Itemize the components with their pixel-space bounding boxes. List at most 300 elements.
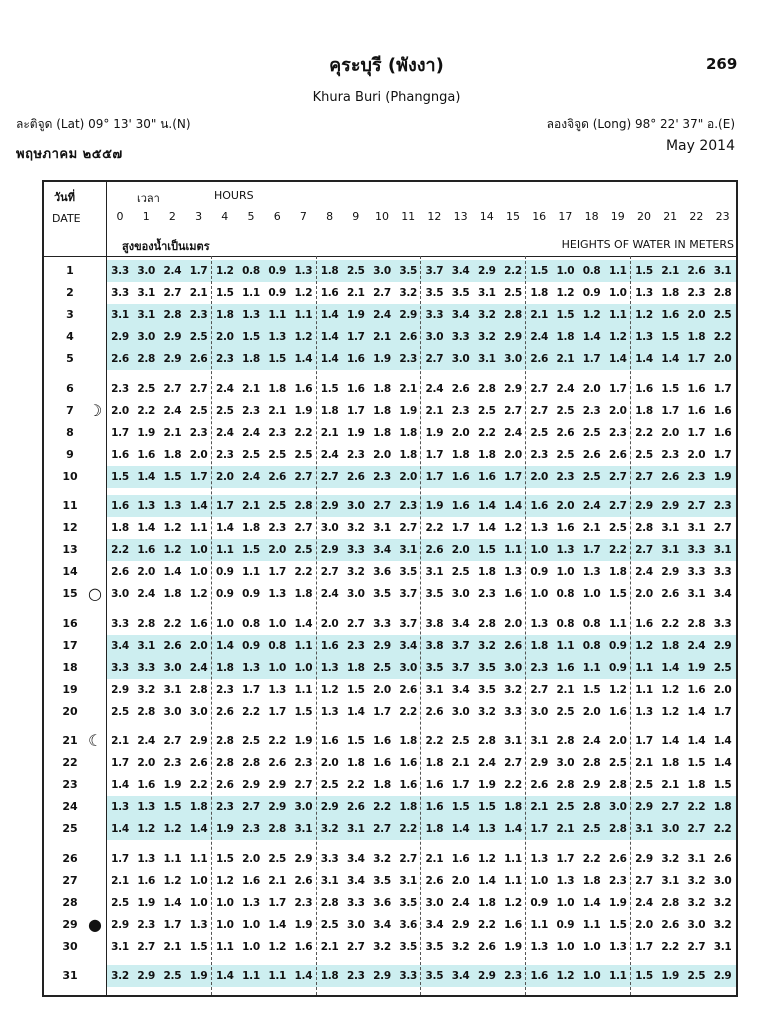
height-cell: 2.5: [111, 896, 129, 909]
height-cell: 0.9: [530, 896, 549, 909]
date-cell: 29: [62, 917, 78, 931]
height-cell: 1.1: [504, 544, 522, 557]
height-cell: 1.7: [582, 353, 601, 366]
height-cell: 1.4: [582, 896, 601, 909]
hour-header: 15: [506, 210, 520, 223]
height-cell: 2.9: [320, 801, 339, 814]
height-cell: 1.3: [556, 544, 575, 557]
height-cell: 1.8: [504, 801, 522, 814]
height-cell: 1.2: [504, 896, 522, 909]
height-cell: 2.0: [635, 918, 653, 931]
height-cell: 3.2: [399, 287, 418, 300]
height-cell: 2.1: [346, 287, 365, 300]
height-cell: 2.0: [556, 500, 575, 512]
height-cell: 1.0: [215, 918, 234, 931]
height-cell: 2.9: [320, 500, 339, 512]
height-cell: 0.9: [268, 287, 287, 300]
height-cell: 2.6: [111, 353, 129, 366]
height-cell: 3.4: [373, 918, 391, 931]
height-cell: 2.8: [189, 683, 208, 696]
height-cell: 2.3: [189, 426, 208, 439]
height-cell: 1.4: [137, 522, 156, 535]
height-cell: 3.0: [504, 661, 522, 674]
height-cell: 1.3: [608, 940, 627, 953]
height-cell: 1.1: [189, 522, 208, 535]
height-cell: 2.3: [346, 448, 365, 461]
height-cell: 1.6: [320, 639, 339, 652]
height-cell: 1.9: [425, 426, 444, 439]
height-cell: 2.5: [373, 661, 391, 674]
height-cell: 2.5: [320, 918, 339, 931]
height-cell: 2.0: [451, 426, 470, 439]
height-cell: 2.6: [346, 801, 365, 814]
height-cell: 0.8: [582, 265, 601, 277]
height-cell: 1.7: [635, 940, 653, 953]
height-cell: 1.0: [582, 940, 601, 953]
table-row: [44, 635, 736, 657]
height-cell: 1.4: [189, 500, 208, 512]
height-cell: 3.3: [451, 331, 470, 344]
block-separator: [525, 256, 526, 995]
height-cell: 1.8: [163, 588, 182, 601]
height-cell: 3.2: [504, 683, 522, 696]
height-cell: 1.9: [215, 823, 234, 836]
table-row: [44, 378, 736, 400]
height-cell: 0.9: [556, 918, 575, 931]
height-cell: 2.5: [556, 404, 575, 417]
height-cell: 1.0: [189, 896, 208, 909]
height-cell: 1.1: [635, 661, 653, 674]
height-cell: 3.1: [346, 823, 365, 836]
height-cell: 1.5: [556, 309, 575, 322]
height-cell: 1.3: [504, 566, 522, 579]
height-cell: 1.6: [111, 500, 129, 512]
height-cell: 2.5: [111, 705, 129, 718]
height-cell: 3.1: [111, 940, 129, 953]
height-cell: 3.3: [504, 705, 522, 718]
date-cell: 26: [62, 851, 78, 865]
height-cell: 1.4: [111, 823, 129, 836]
height-cell: 1.8: [582, 874, 601, 887]
height-cell: 2.4: [582, 735, 601, 747]
height-cell: 2.9: [661, 566, 680, 579]
height-cell: 1.1: [504, 874, 522, 887]
height-cell: 3.0: [163, 661, 182, 674]
height-cell: 1.4: [189, 823, 208, 836]
height-cell: 1.0: [608, 287, 627, 300]
height-cell: 1.9: [608, 896, 627, 909]
height-cell: 1.2: [582, 309, 601, 322]
height-cell: 3.1: [661, 522, 680, 535]
height-cell: 1.3: [137, 801, 156, 814]
height-cell: 1.6: [425, 801, 444, 814]
height-cell: 2.7: [373, 287, 391, 300]
height-cell: 2.6: [425, 874, 444, 887]
height-cell: 2.1: [320, 940, 339, 953]
height-cell: 1.4: [111, 779, 129, 792]
height-cell: 2.7: [346, 940, 365, 953]
height-cell: 2.8: [268, 823, 287, 836]
height-cell: 1.4: [713, 757, 732, 770]
height-cell: 2.4: [242, 470, 260, 483]
height-cell: 1.6: [530, 500, 549, 512]
height-cell: 1.7: [346, 331, 365, 344]
height-cell: 2.0: [451, 544, 470, 557]
height-cell: 3.1: [687, 852, 706, 865]
height-cell: 2.8: [608, 823, 627, 836]
date-cell: 17: [62, 638, 78, 652]
height-cell: 1.4: [215, 970, 234, 982]
height-cell: 1.8: [346, 757, 365, 770]
date-cell: 8: [66, 425, 74, 439]
height-cell: 1.5: [163, 470, 182, 483]
height-cell: 2.1: [451, 757, 470, 770]
height-cell: 2.2: [687, 801, 706, 814]
height-cell: 2.0: [504, 617, 522, 630]
height-cell: 1.5: [713, 779, 732, 792]
height-cell: 2.2: [163, 617, 182, 630]
date-cell: 30: [62, 939, 78, 953]
height-cell: 1.7: [451, 779, 470, 792]
height-cell: 2.0: [373, 448, 391, 461]
height-cell: 1.8: [530, 287, 549, 300]
height-cell: 3.1: [137, 309, 156, 322]
height-cell: 1.4: [346, 705, 365, 718]
height-cell: 2.9: [661, 500, 680, 512]
height-cell: 3.8: [425, 639, 444, 652]
height-cell: 2.3: [608, 874, 627, 887]
height-cell: 2.5: [320, 779, 339, 792]
height-cell: 2.9: [635, 801, 653, 814]
block-separator: [316, 256, 317, 995]
height-cell: 0.8: [556, 617, 575, 630]
height-cell: 1.4: [661, 661, 680, 674]
height-cell: 2.3: [556, 470, 575, 483]
height-cell: 1.4: [687, 705, 706, 718]
height-cell: 0.9: [215, 566, 234, 579]
table-row: [44, 796, 736, 818]
height-cell: 2.6: [399, 683, 418, 696]
height-cell: 1.0: [582, 970, 601, 982]
height-cell: 2.0: [215, 470, 234, 483]
height-cell: 1.8: [713, 801, 732, 814]
hour-header: 7: [299, 210, 307, 223]
hour-header: 22: [689, 210, 704, 223]
height-cell: 1.7: [425, 470, 444, 483]
height-cell: 0.9: [608, 661, 627, 674]
date-cell: 25: [62, 822, 78, 836]
height-cell: 1.5: [111, 470, 129, 483]
height-cell: 1.1: [608, 617, 627, 630]
height-cell: 2.4: [556, 382, 575, 395]
height-cell: 1.9: [163, 779, 182, 792]
height-cell: 1.9: [294, 404, 313, 417]
height-cell: 2.1: [556, 683, 575, 696]
height-cell: 2.3: [215, 801, 234, 814]
longitude: ลองจิจูด (Long) 98° 22' 37" อ.(E): [546, 117, 735, 131]
height-cell: 1.8: [373, 404, 391, 417]
height-cell: 1.7: [268, 705, 287, 718]
height-cell: 1.4: [661, 735, 680, 747]
height-cell: 2.0: [215, 331, 234, 344]
height-cell: 3.5: [477, 683, 496, 696]
height-cell: 3.1: [477, 287, 496, 300]
height-cell: 2.8: [137, 617, 156, 630]
height-cell: 2.9: [137, 970, 156, 982]
height-cell: 2.5: [635, 448, 653, 461]
height-cell: 2.4: [137, 588, 156, 601]
height-cell: 2.3: [242, 404, 260, 417]
height-cell: 1.3: [242, 661, 260, 674]
height-cell: 1.3: [530, 522, 549, 535]
height-cell: 1.6: [556, 522, 575, 535]
height-cell: 1.5: [346, 735, 365, 747]
height-cell: 2.3: [242, 823, 260, 836]
height-cell: 2.7: [713, 522, 732, 535]
height-cell: 3.4: [425, 918, 444, 931]
height-cell: 1.4: [320, 309, 339, 322]
height-cell: 2.3: [530, 448, 549, 461]
height-cell: 1.8: [687, 331, 706, 344]
height-cell: 2.4: [687, 639, 706, 652]
height-cell: 2.1: [373, 331, 391, 344]
height-cell: 1.0: [530, 874, 549, 887]
height-cell: 3.0: [346, 588, 365, 601]
height-cell: 1.4: [294, 617, 313, 630]
height-cell: 3.0: [346, 918, 365, 931]
height-cell: 2.7: [294, 779, 313, 792]
height-cell: 1.8: [477, 448, 496, 461]
height-cell: 2.4: [373, 309, 391, 322]
height-cell: 2.5: [635, 779, 653, 792]
height-cell: 1.5: [189, 940, 208, 953]
height-cell: 2.3: [399, 500, 418, 512]
height-cell: 3.0: [504, 353, 522, 366]
height-cell: 3.2: [687, 896, 706, 909]
height-cell: 1.7: [268, 896, 287, 909]
height-cell: 1.7: [687, 353, 706, 366]
height-cell: 1.4: [294, 353, 313, 366]
height-cell: 1.8: [399, 735, 418, 747]
hour-header: 3: [195, 210, 203, 223]
height-cell: 2.6: [608, 448, 627, 461]
height-cell: 3.1: [137, 287, 156, 300]
date-cell: 21: [62, 734, 78, 747]
height-cell: 1.9: [661, 970, 680, 982]
height-cell: 3.1: [687, 588, 706, 601]
height-cell: 2.5: [242, 735, 260, 747]
height-cell: 1.0: [556, 896, 575, 909]
height-cell: 1.4: [451, 823, 470, 836]
height-cell: 1.8: [320, 265, 339, 277]
height-cell: 2.9: [635, 500, 653, 512]
date-label: DATE: [52, 212, 81, 225]
height-cell: 2.8: [215, 735, 234, 747]
height-cell: 2.9: [189, 735, 208, 747]
height-cell: 1.6: [137, 448, 156, 461]
height-cell: 2.9: [504, 331, 522, 344]
height-cell: 1.7: [242, 683, 260, 696]
height-cell: 3.4: [451, 265, 470, 277]
table-row: [44, 965, 736, 987]
height-cell: 1.0: [189, 566, 208, 579]
height-cell: 1.2: [608, 331, 627, 344]
height-cell: 1.2: [137, 823, 156, 836]
height-cell: 2.6: [556, 426, 575, 439]
height-cell: 1.8: [215, 309, 234, 322]
height-cell: 1.0: [242, 940, 260, 953]
moon-phase-icon: ☾: [88, 731, 103, 750]
height-cell: 1.9: [346, 309, 365, 322]
height-cell: 2.1: [635, 757, 653, 770]
height-cell: 2.6: [425, 544, 444, 557]
height-cell: 1.9: [137, 896, 156, 909]
table-row: [44, 679, 736, 701]
height-cell: 2.2: [661, 940, 680, 953]
table-row: [44, 818, 736, 840]
height-cell: 2.2: [346, 779, 365, 792]
height-cell: 2.8: [477, 382, 496, 395]
height-cell: 2.3: [268, 522, 287, 535]
station-name: Khura Buri (Phangnga): [312, 90, 461, 105]
height-cell: 1.1: [215, 544, 234, 557]
height-cell: 0.9: [268, 265, 287, 277]
height-cell: 1.3: [556, 874, 575, 887]
height-cell: 1.1: [163, 852, 182, 865]
height-cell: 1.6: [189, 617, 208, 630]
height-cell: 2.0: [451, 874, 470, 887]
height-cell: 2.3: [530, 661, 549, 674]
height-cell: 1.2: [635, 639, 653, 652]
height-cell: 2.7: [320, 566, 339, 579]
height-cell: 2.8: [556, 735, 575, 747]
height-cell: 2.7: [137, 940, 156, 953]
height-cell: 2.7: [687, 940, 706, 953]
height-cell: 2.1: [399, 382, 418, 395]
height-cell: 3.1: [137, 639, 156, 652]
height-cell: 3.1: [687, 522, 706, 535]
table-row: [44, 561, 736, 583]
height-cell: 1.0: [556, 566, 575, 579]
height-cell: 1.5: [242, 331, 260, 344]
height-cell: 1.7: [713, 705, 732, 718]
height-cell: 2.9: [399, 309, 418, 322]
height-cell: 2.6: [215, 705, 234, 718]
height-cell: 1.7: [713, 382, 732, 395]
height-cell: 2.7: [189, 382, 208, 395]
height-cell: 2.0: [608, 735, 627, 747]
height-cell: 2.2: [425, 735, 444, 747]
height-cell: 1.0: [556, 940, 575, 953]
height-cell: 3.2: [137, 683, 156, 696]
moon-phase-icon: ○: [88, 584, 102, 604]
height-cell: 1.3: [320, 705, 339, 718]
height-cell: 1.0: [582, 588, 601, 601]
height-cell: 1.3: [635, 287, 653, 300]
height-cell: 2.1: [530, 801, 549, 814]
table-row: [44, 914, 736, 936]
height-cell: 2.1: [425, 852, 444, 865]
height-cell: 2.0: [268, 544, 287, 557]
height-cell: 2.5: [608, 757, 627, 770]
height-cell: 2.6: [530, 353, 549, 366]
height-cell: 1.8: [425, 823, 444, 836]
table-row: [44, 657, 736, 679]
header-divider: [44, 256, 736, 257]
height-cell: 2.6: [215, 779, 234, 792]
height-cell: 1.5: [242, 544, 260, 557]
table-row: [44, 495, 736, 517]
height-cell: 2.6: [346, 470, 365, 483]
height-cell: 2.5: [294, 544, 313, 557]
height-cell: 1.7: [504, 470, 522, 483]
height-cell: 2.5: [242, 448, 260, 461]
height-cell: 1.5: [635, 265, 653, 277]
date-cell: 2: [66, 286, 74, 300]
height-cell: 1.4: [713, 735, 732, 747]
height-cell: 2.5: [530, 426, 549, 439]
height-cell: 2.4: [582, 500, 601, 512]
block-separator: [420, 256, 421, 995]
height-cell: 2.9: [111, 918, 129, 931]
table-row: [44, 444, 736, 466]
height-cell: 2.9: [477, 970, 496, 982]
height-cell: 1.6: [399, 779, 418, 792]
height-cell: 2.0: [242, 852, 260, 865]
table-row: [44, 613, 736, 635]
height-cell: 2.5: [582, 470, 601, 483]
height-cell: 2.0: [713, 353, 732, 366]
height-cell: 3.3: [111, 661, 129, 674]
height-cell: 2.7: [399, 852, 418, 865]
height-cell: 2.5: [189, 331, 208, 344]
height-cell: 2.1: [163, 426, 182, 439]
height-cell: 1.9: [189, 970, 208, 982]
height-cell: 1.7: [111, 757, 129, 770]
height-cell: 3.1: [399, 544, 418, 557]
height-cell: 3.6: [373, 566, 391, 579]
height-cell: 3.1: [320, 874, 339, 887]
height-cell: 2.7: [399, 522, 418, 535]
height-cell: 3.0: [111, 588, 129, 601]
height-cell: 3.0: [320, 522, 339, 535]
hour-header: 14: [479, 210, 494, 223]
height-cell: 2.6: [687, 265, 706, 277]
height-cell: 1.5: [608, 588, 627, 601]
height-cell: 2.9: [111, 683, 129, 696]
table-row: [44, 730, 736, 752]
height-cell: 2.7: [163, 287, 182, 300]
height-cell: 3.5: [399, 566, 418, 579]
height-cell: 3.4: [399, 639, 418, 652]
height-cell: 1.6: [137, 874, 156, 887]
height-cell: 1.0: [294, 661, 313, 674]
height-cell: 2.5: [137, 382, 156, 395]
tide-table: [42, 180, 738, 997]
table-row: [44, 466, 736, 488]
height-cell: 1.5: [582, 683, 601, 696]
height-cell: 2.0: [608, 404, 627, 417]
height-cell: 2.0: [137, 757, 156, 770]
date-cell: 20: [62, 704, 78, 718]
height-cell: 2.4: [320, 588, 339, 601]
height-cell: 3.3: [111, 287, 129, 300]
height-cell: 1.3: [163, 500, 182, 512]
height-cell: 1.6: [661, 309, 680, 322]
height-cell: 3.3: [713, 566, 732, 579]
height-cell: 1.0: [268, 661, 287, 674]
height-cell: 2.3: [294, 757, 313, 770]
